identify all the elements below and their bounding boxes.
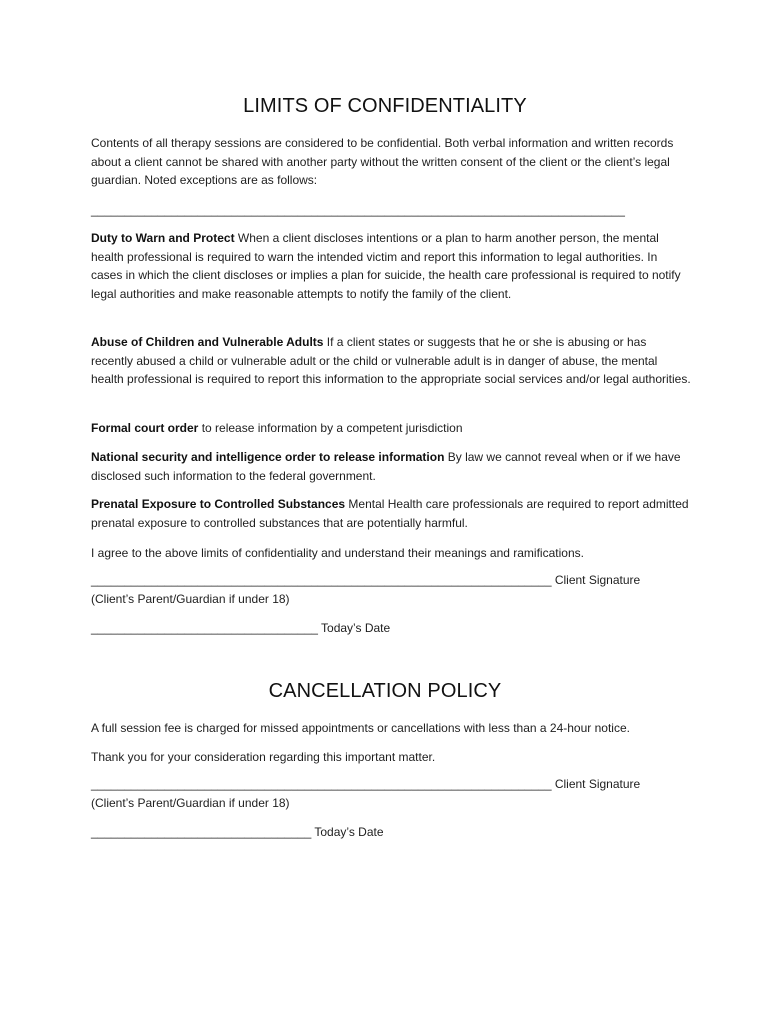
- limits-intro: Contents of all therapy sessions are considered to be confidential. Both verbal information and written records about a client cannot be shared with another party without the written consent of the client or the client’s legal guardian. Noted exceptions are as follows:: [91, 136, 674, 188]
- duty-to-warn-heading: Duty to Warn and Protect: [91, 231, 235, 245]
- court-order-section: [91, 419, 691, 438]
- limits-guardian-note: (Client’s Parent/Guardian if under 18): [91, 592, 290, 606]
- abuse-section: [91, 333, 691, 389]
- limits-date-line[interactable]: __________________________________ Today’s Date: [91, 621, 391, 635]
- agreement-text: I agree to the above limits of confidentiality and understand their meanings and ramifications.: [91, 546, 584, 560]
- cancellation-date-line[interactable]: _________________________________ Today’s Date: [91, 825, 384, 839]
- cancellation-signature-line[interactable]: _____________________________________________________________________ Client Signature: [91, 777, 641, 791]
- cancellation-title: CANCELLATION POLICY: [268, 680, 502, 702]
- duty-to-warn-text: When a client discloses intentions or a plan to harm another person, the mental health professional is required to warn the intended victim and report this information to legal authorities. In cases in which the client discloses or implies a plan for suicide, the health care professional is required to notify legal authorities and make reasonable attempts to notify the family of the client.: [91, 231, 681, 301]
- limits-divider: ________________________________________________________________________________: [91, 203, 625, 217]
- limits-title: LIMITS OF CONFIDENTIALITY: [243, 95, 527, 117]
- abuse-heading: Abuse of Children and Vulnerable Adults: [91, 335, 324, 349]
- cancellation-guardian-note: (Client’s Parent/Guardian if under 18): [91, 796, 290, 810]
- prenatal-text: Mental Health care professionals are required to report admitted prenatal exposure to controlled substances that are potentially harmful.: [91, 497, 689, 530]
- national-security-text: By law we cannot reveal when or if we have disclosed such information to the federal government.: [91, 450, 681, 483]
- court-order-text: to release information by a competent jurisdiction: [198, 421, 463, 435]
- national-security-heading: National security and intelligence order to release information: [91, 450, 445, 464]
- prenatal-section: [91, 495, 691, 532]
- national-security-section: [91, 448, 691, 485]
- prenatal-heading: Prenatal Exposure to Controlled Substances: [91, 497, 346, 511]
- duty-to-warn-section: [91, 229, 691, 303]
- cancellation-thanks-text: Thank you for your consideration regarding this important matter.: [91, 750, 436, 764]
- cancellation-policy-text: A full session fee is charged for missed appointments or cancellations with less than a 24-hour notice.: [91, 721, 630, 735]
- court-order-heading: Formal court order: [91, 421, 199, 435]
- limits-signature-line[interactable]: _____________________________________________________________________ Client Signature: [91, 573, 641, 587]
- abuse-text: If a client states or suggests that he or she is abusing or has recently abused a child or vulnerable adult or the child or vulnerable adult is in danger of abuse, the mental health professional is required to report this information to the appropriate social services and/or legal authorities.: [91, 335, 691, 387]
